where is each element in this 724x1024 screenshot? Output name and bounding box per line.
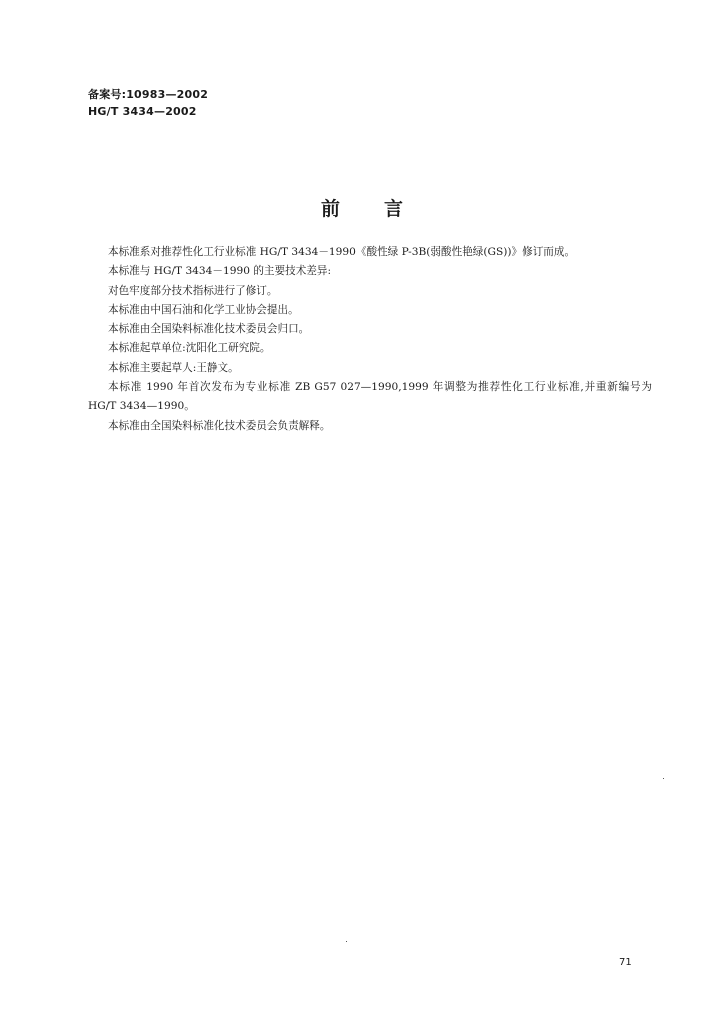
- paragraph: 本标准主要起草人:王静文。: [108, 361, 239, 374]
- paragraph: 本标准由中国石油和化学工业协会提出。: [108, 303, 299, 316]
- document-header: [88, 86, 208, 120]
- page-number: 71: [619, 957, 632, 968]
- paragraph: 对色牢度部分技术指标进行了修订。: [108, 284, 278, 297]
- page-title: 前言: [320, 198, 447, 220]
- paragraph: 本标准与 HG/T 3434－1990 的主要技术差异:: [108, 265, 332, 278]
- preface-body: [88, 243, 652, 436]
- paragraph: 本标准由全国染料标准化技术委员会归口。: [108, 323, 310, 336]
- paragraph: 本标准由全国染料标准化技术委员会负责解释。: [108, 419, 331, 432]
- standard-code: HG/T 3434—2002: [88, 105, 197, 118]
- scan-speck: [346, 941, 347, 942]
- paragraph: 本标准起草单位:沈阳化工研究院。: [108, 342, 271, 355]
- paragraph: 本标准系对推荐性化工行业标准 HG/T 3434－1990《酸性绿 P-3B(弱酸性艳绿(GS))》修订而成。: [108, 246, 576, 258]
- record-number: 备案号:10983—2002: [88, 88, 209, 101]
- paragraph: 本标准 1990 年首次发布为专业标准 ZB G57 027—1990,1999 年调整为推荐性化工行业标准,并重新编号为 HG/T 3434—1990。: [88, 381, 652, 413]
- scan-speck: [663, 778, 664, 779]
